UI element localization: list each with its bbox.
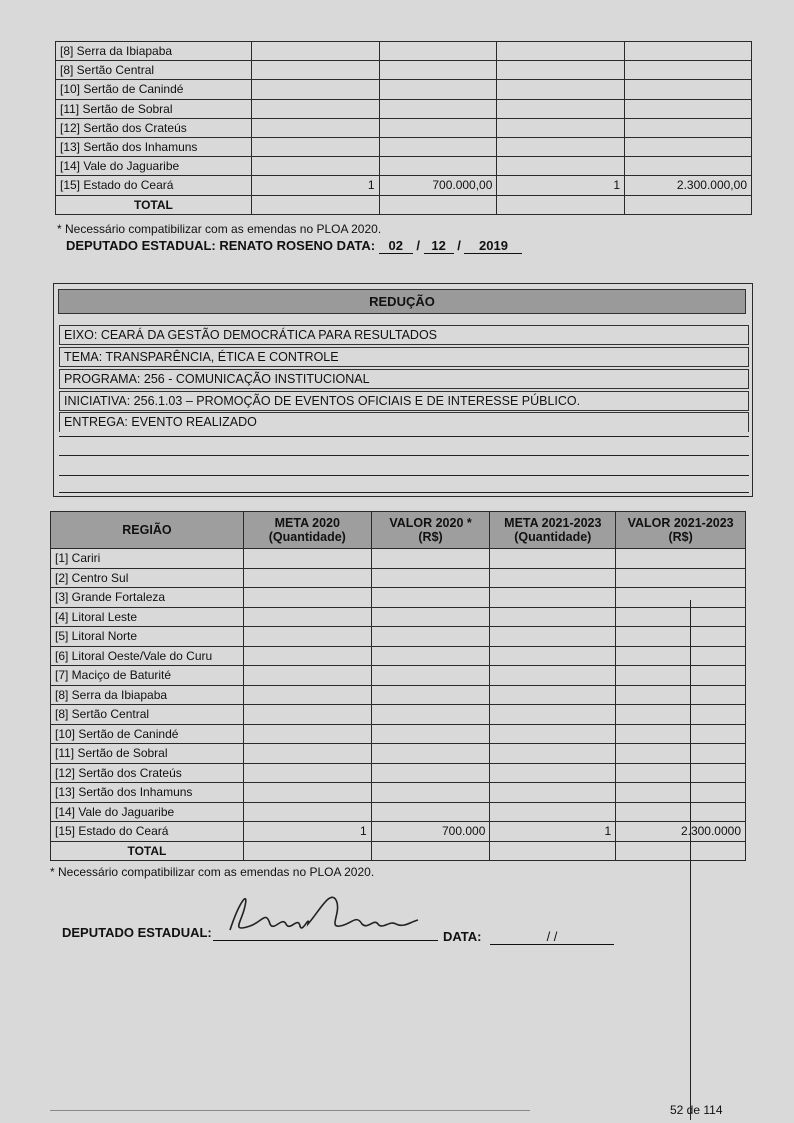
table-row: [51, 763, 746, 783]
table-row: [51, 744, 746, 764]
cell-meta2020: [251, 137, 379, 156]
cell-valor2123: [625, 42, 752, 61]
cell-valor2123: [616, 744, 746, 764]
bottom-note: * Necessário compatibilizar com as emendas no PLOA 2020.: [50, 865, 375, 879]
total-cell: [490, 841, 616, 861]
cell-meta2020: [243, 646, 371, 666]
table-row: [51, 588, 746, 608]
top-note: * Necessário compatibilizar com as emendas no PLOA 2020.: [57, 222, 382, 236]
table-row: [51, 783, 746, 803]
cell-regiao: [15] Estado do Ceará: [56, 176, 252, 195]
total-cell: [616, 841, 746, 861]
cell-meta2123: 1: [490, 822, 616, 842]
page-number: 52 de 114: [670, 1103, 723, 1117]
cell-valor2020: [379, 157, 497, 176]
cell-meta2020: [243, 802, 371, 822]
cell-meta2123: [490, 802, 616, 822]
bottom-table-body: [51, 549, 746, 861]
cell-meta2123: [490, 744, 616, 764]
top-table-body: [56, 42, 752, 215]
total-cell: [371, 841, 490, 861]
header-regiao: REGIÃO: [51, 512, 244, 549]
table-row: [51, 724, 746, 744]
date-separator: /: [416, 238, 420, 253]
date-separator: /: [457, 238, 461, 253]
table-row: [51, 666, 746, 686]
cell-valor2123: [625, 157, 752, 176]
cell-meta2020: [243, 588, 371, 608]
writing-line: [59, 475, 749, 476]
table-row: [56, 99, 752, 118]
cell-regiao: [14] Vale do Jaguaribe: [56, 157, 252, 176]
table-row: [56, 42, 752, 61]
cell-valor2123: [616, 607, 746, 627]
total-row: [51, 841, 746, 861]
cell-regiao: [10] Sertão de Canindé: [51, 724, 244, 744]
bottom-region-table: [50, 511, 746, 861]
cell-regiao: [13] Sertão dos Inhamuns: [56, 137, 252, 156]
table-row: [56, 157, 752, 176]
footer-rule: [50, 1110, 530, 1111]
cell-meta2123: [497, 61, 625, 80]
cell-meta2123: [490, 607, 616, 627]
cell-meta2020: [243, 568, 371, 588]
total-cell: [497, 195, 625, 214]
cell-regiao: [11] Sertão de Sobral: [56, 99, 252, 118]
cell-meta2123: [490, 549, 616, 569]
cell-valor2123: [616, 685, 746, 705]
cell-regiao: [4] Litoral Leste: [51, 607, 244, 627]
header-meta-2020: META 2020 (Quantidade): [243, 512, 371, 549]
cell-meta2020: 1: [251, 176, 379, 195]
bottom-date-label: DATA:: [443, 929, 482, 944]
cell-meta2020: [243, 685, 371, 705]
table-row: [51, 627, 746, 647]
cell-valor2020: 700.000,00: [379, 176, 497, 195]
cell-meta2123: [490, 627, 616, 647]
cell-meta2123: [497, 137, 625, 156]
cell-meta2020: [243, 549, 371, 569]
cell-valor2123: [616, 705, 746, 725]
total-label: TOTAL: [51, 841, 244, 861]
bottom-signature-label: DEPUTADO ESTADUAL:: [62, 925, 212, 940]
cell-meta2020: [251, 42, 379, 61]
cell-valor2123: [625, 118, 752, 137]
cell-regiao: [13] Sertão dos Inhamuns: [51, 783, 244, 803]
top-date-month: 12: [424, 238, 454, 254]
cell-valor2123: [616, 568, 746, 588]
cell-regiao: [1] Cariri: [51, 549, 244, 569]
cell-regiao: [14] Vale do Jaguaribe: [51, 802, 244, 822]
cell-valor2020: [371, 549, 490, 569]
total-cell: [251, 195, 379, 214]
cell-regiao: [6] Litoral Oeste/Vale do Curu: [51, 646, 244, 666]
table-row: [56, 137, 752, 156]
top-signature-line: [66, 238, 522, 254]
cell-regiao: [12] Sertão dos Crateús: [56, 118, 252, 137]
cell-valor2020: [371, 568, 490, 588]
cell-regiao: [7] Maciço de Baturité: [51, 666, 244, 686]
top-region-table: [55, 41, 752, 215]
writing-line: [59, 436, 749, 437]
cell-regiao: [8] Serra da Ibiapaba: [51, 685, 244, 705]
cell-regiao: [5] Litoral Norte: [51, 627, 244, 647]
cell-meta2123: [490, 588, 616, 608]
cell-valor2123: [616, 802, 746, 822]
cell-valor2020: [379, 137, 497, 156]
cell-regiao: [8] Sertão Central: [51, 705, 244, 725]
cell-meta2123: [497, 99, 625, 118]
cell-valor2020: [371, 802, 490, 822]
cell-meta2020: [251, 99, 379, 118]
cell-meta2020: 1: [243, 822, 371, 842]
cell-regiao: [2] Centro Sul: [51, 568, 244, 588]
cell-meta2020: [243, 666, 371, 686]
cell-valor2020: [371, 627, 490, 647]
total-cell: [625, 195, 752, 214]
cell-meta2123: [497, 157, 625, 176]
cell-meta2123: [497, 118, 625, 137]
tema-row: TEMA: TRANSPARÊNCIA, ÉTICA E CONTROLE: [59, 347, 749, 367]
cell-valor2123: [625, 80, 752, 99]
cell-meta2020: [243, 705, 371, 725]
cell-meta2020: [243, 724, 371, 744]
cell-regiao: [8] Serra da Ibiapaba: [56, 42, 252, 61]
cell-valor2123: [625, 137, 752, 156]
eixo-row: EIXO: CEARÁ DA GESTÃO DEMOCRÁTICA PARA RESULTADOS: [59, 325, 749, 345]
cell-regiao: [12] Sertão dos Crateús: [51, 763, 244, 783]
top-date-year: 2019: [464, 238, 522, 254]
table-row: [56, 61, 752, 80]
top-date-day: 02: [379, 238, 413, 254]
table-header-row: [51, 512, 746, 549]
cell-valor2020: [371, 685, 490, 705]
bottom-date-value: / /: [490, 929, 614, 945]
cell-meta2020: [243, 783, 371, 803]
cell-valor2020: [371, 763, 490, 783]
cell-regiao: [8] Sertão Central: [56, 61, 252, 80]
cell-valor2123: [616, 666, 746, 686]
cell-meta2020: [243, 744, 371, 764]
writing-line: [59, 492, 749, 493]
cell-valor2020: [371, 705, 490, 725]
cell-meta2020: [251, 118, 379, 137]
cell-meta2123: [490, 724, 616, 744]
cell-meta2020: [243, 763, 371, 783]
cell-meta2123: [490, 568, 616, 588]
cell-valor2123: 2.300.0000: [616, 822, 746, 842]
cell-meta2123: [490, 783, 616, 803]
margin-line: [690, 600, 691, 1120]
entrega-row: ENTREGA: EVENTO REALIZADO: [59, 412, 749, 432]
table-row: [51, 705, 746, 725]
table-row: [56, 80, 752, 99]
cell-meta2123: 1: [497, 176, 625, 195]
header-valor-2020: VALOR 2020 * (R$): [371, 512, 490, 549]
cell-valor2123: 2.300.000,00: [625, 176, 752, 195]
cell-regiao: [3] Grande Fortaleza: [51, 588, 244, 608]
cell-valor2020: [371, 744, 490, 764]
total-cell: [243, 841, 371, 861]
cell-valor2020: [379, 99, 497, 118]
handwritten-signature: [210, 880, 440, 940]
table-row: [51, 685, 746, 705]
table-row: [51, 822, 746, 842]
cell-valor2123: [616, 627, 746, 647]
cell-valor2123: [616, 763, 746, 783]
cell-valor2123: [616, 783, 746, 803]
cell-meta2123: [490, 685, 616, 705]
cell-valor2020: [371, 646, 490, 666]
cell-valor2123: [616, 588, 746, 608]
cell-valor2020: [371, 607, 490, 627]
cell-meta2020: [251, 61, 379, 80]
signature-line: [213, 940, 438, 941]
cell-valor2020: [371, 783, 490, 803]
cell-valor2020: [371, 588, 490, 608]
cell-valor2020: [371, 724, 490, 744]
cell-meta2123: [490, 705, 616, 725]
cell-meta2123: [497, 80, 625, 99]
reducao-section: [53, 283, 753, 497]
cell-valor2020: 700.000: [371, 822, 490, 842]
cell-valor2123: [616, 646, 746, 666]
table-row: [51, 568, 746, 588]
iniciativa-row: INICIATIVA: 256.1.03 – PROMOÇÃO DE EVENTOS OFICIAIS E DE INTERESSE PÚBLICO.: [59, 391, 749, 411]
total-cell: [379, 195, 497, 214]
cell-regiao: [11] Sertão de Sobral: [51, 744, 244, 764]
cell-valor2123: [616, 724, 746, 744]
cell-meta2123: [490, 646, 616, 666]
table-row: [51, 802, 746, 822]
cell-meta2020: [251, 80, 379, 99]
cell-meta2123: [497, 42, 625, 61]
table-row: [56, 118, 752, 137]
cell-meta2123: [490, 763, 616, 783]
total-row: [56, 195, 752, 214]
table-row: [51, 646, 746, 666]
cell-regiao: [15] Estado do Ceará: [51, 822, 244, 842]
cell-regiao: [10] Sertão de Canindé: [56, 80, 252, 99]
cell-valor2123: [625, 61, 752, 80]
cell-meta2020: [251, 157, 379, 176]
writing-line: [59, 455, 749, 456]
cell-meta2020: [243, 627, 371, 647]
cell-valor2123: [616, 549, 746, 569]
cell-valor2123: [625, 99, 752, 118]
cell-valor2020: [379, 61, 497, 80]
header-valor-2021-2023: VALOR 2021-2023 (R$): [616, 512, 746, 549]
cell-valor2020: [379, 118, 497, 137]
cell-valor2020: [379, 80, 497, 99]
cell-valor2020: [371, 666, 490, 686]
cell-valor2020: [379, 42, 497, 61]
top-signature-label: DEPUTADO ESTADUAL: RENATO ROSENO DATA:: [66, 238, 376, 253]
table-row: [56, 176, 752, 195]
cell-meta2123: [490, 666, 616, 686]
table-row: [51, 607, 746, 627]
reducao-header: REDUÇÃO: [58, 289, 746, 314]
programa-row: PROGRAMA: 256 - COMUNICAÇÃO INSTITUCIONAL: [59, 369, 749, 389]
total-label: TOTAL: [56, 195, 252, 214]
header-meta-2021-2023: META 2021-2023 (Quantidade): [490, 512, 616, 549]
cell-meta2020: [243, 607, 371, 627]
table-row: [51, 549, 746, 569]
